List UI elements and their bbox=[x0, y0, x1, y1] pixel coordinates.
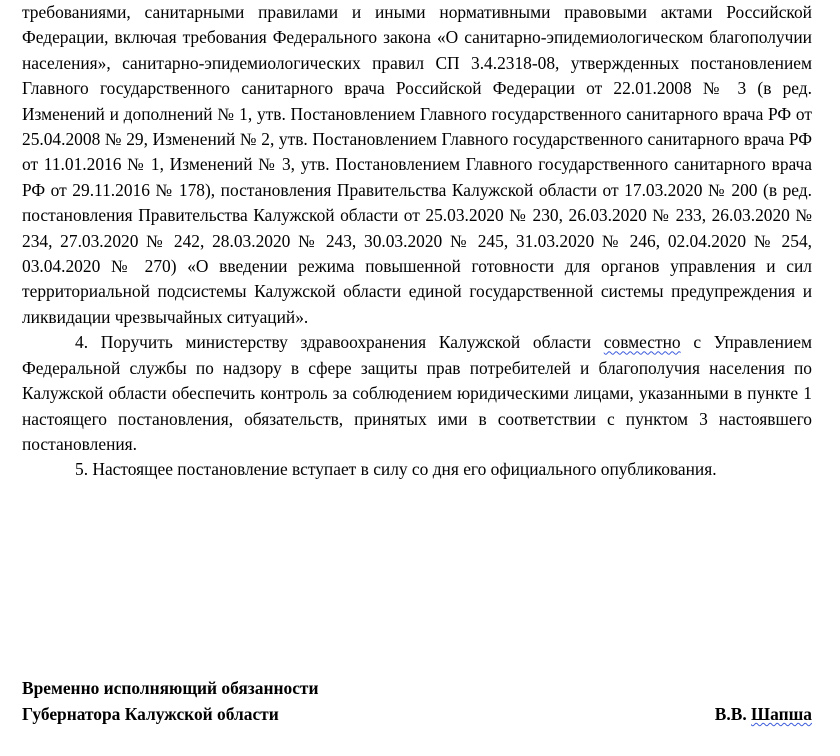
paragraph-4 bbox=[22, 330, 812, 457]
paragraph-5: 5. Настоящее постановление вступает в силу со дня его официального опубликования. bbox=[75, 459, 717, 480]
spellcheck-flagged-word: совместно bbox=[603, 332, 681, 353]
signature-block bbox=[22, 675, 812, 727]
signature-surname: Шапша bbox=[751, 704, 812, 724]
paragraph-4-text-start: 4. Поручить министерству здравоохранения Калужской области bbox=[75, 332, 604, 353]
signature-position-line-1 bbox=[22, 675, 812, 701]
signature-position-line-2 bbox=[22, 701, 812, 727]
paragraph-continuation: требованиями, санитарными правилами и иными нормативными правовыми актами Российской Федерации, включая требования Федерального закона «О санитарно-эпидемиологическом благополучии населения», санитарно-эпидемиологических правил СП 3.4.2318-08, утвержденных постановлением Главного государственного санитарного врача Российской Федерации от 22.01.2008 № 3 (в ред. Изменений и дополнений № 1, утв. Постановлением Главного государственного санитарного врача РФ от 25.04.2008 № 29, Изменений № 2, утв. Постановлением Главного государственного санитарного врача РФ от 11.01.2016 № 1, Изменений № 3, утв. Постановлением Главного государственного санитарного врача РФ от 29.11.2016 № 178), постановления Правительства Калужской области от 17.03.2020 № 200 (в ред. постановления Правительства Калужской области от 25.03.2020 № 230, 26.03.2020 № 233, 26.03.2020 № 234, 27.03.2020 № 242, 28.03.2020 № 243, 30.03.2020 № 245, 31.03.2020 № 246, 02.04.2020 № 254, 03.04.2020 № 270) «О введении режима повышенной готовности для органов управления и сил территориальной подсистемы Калужской области единой государственной системы предупреждения и ликвидации чрезвычайных ситуаций». bbox=[22, 2, 812, 327]
signature-name bbox=[715, 701, 812, 727]
paragraph-4-text-end: с Управлением Федеральной службы по надзору в сфере защиты прав потребителей и благополучия населения по Калужской области обеспечить контроль за соблюдением юридическими лицами, указанными в пункте 1 настоящего постановления, обязательств, принятых ими в соответствии с пунктом 3 настоявшего постановления. bbox=[22, 332, 812, 454]
signature-position-title: Временно исполняющий обязанности bbox=[22, 678, 319, 698]
signature-initials: В.В. bbox=[714, 704, 752, 724]
document-body bbox=[22, 0, 812, 483]
signature-position-office: Губернатора Калужской области bbox=[22, 704, 279, 724]
